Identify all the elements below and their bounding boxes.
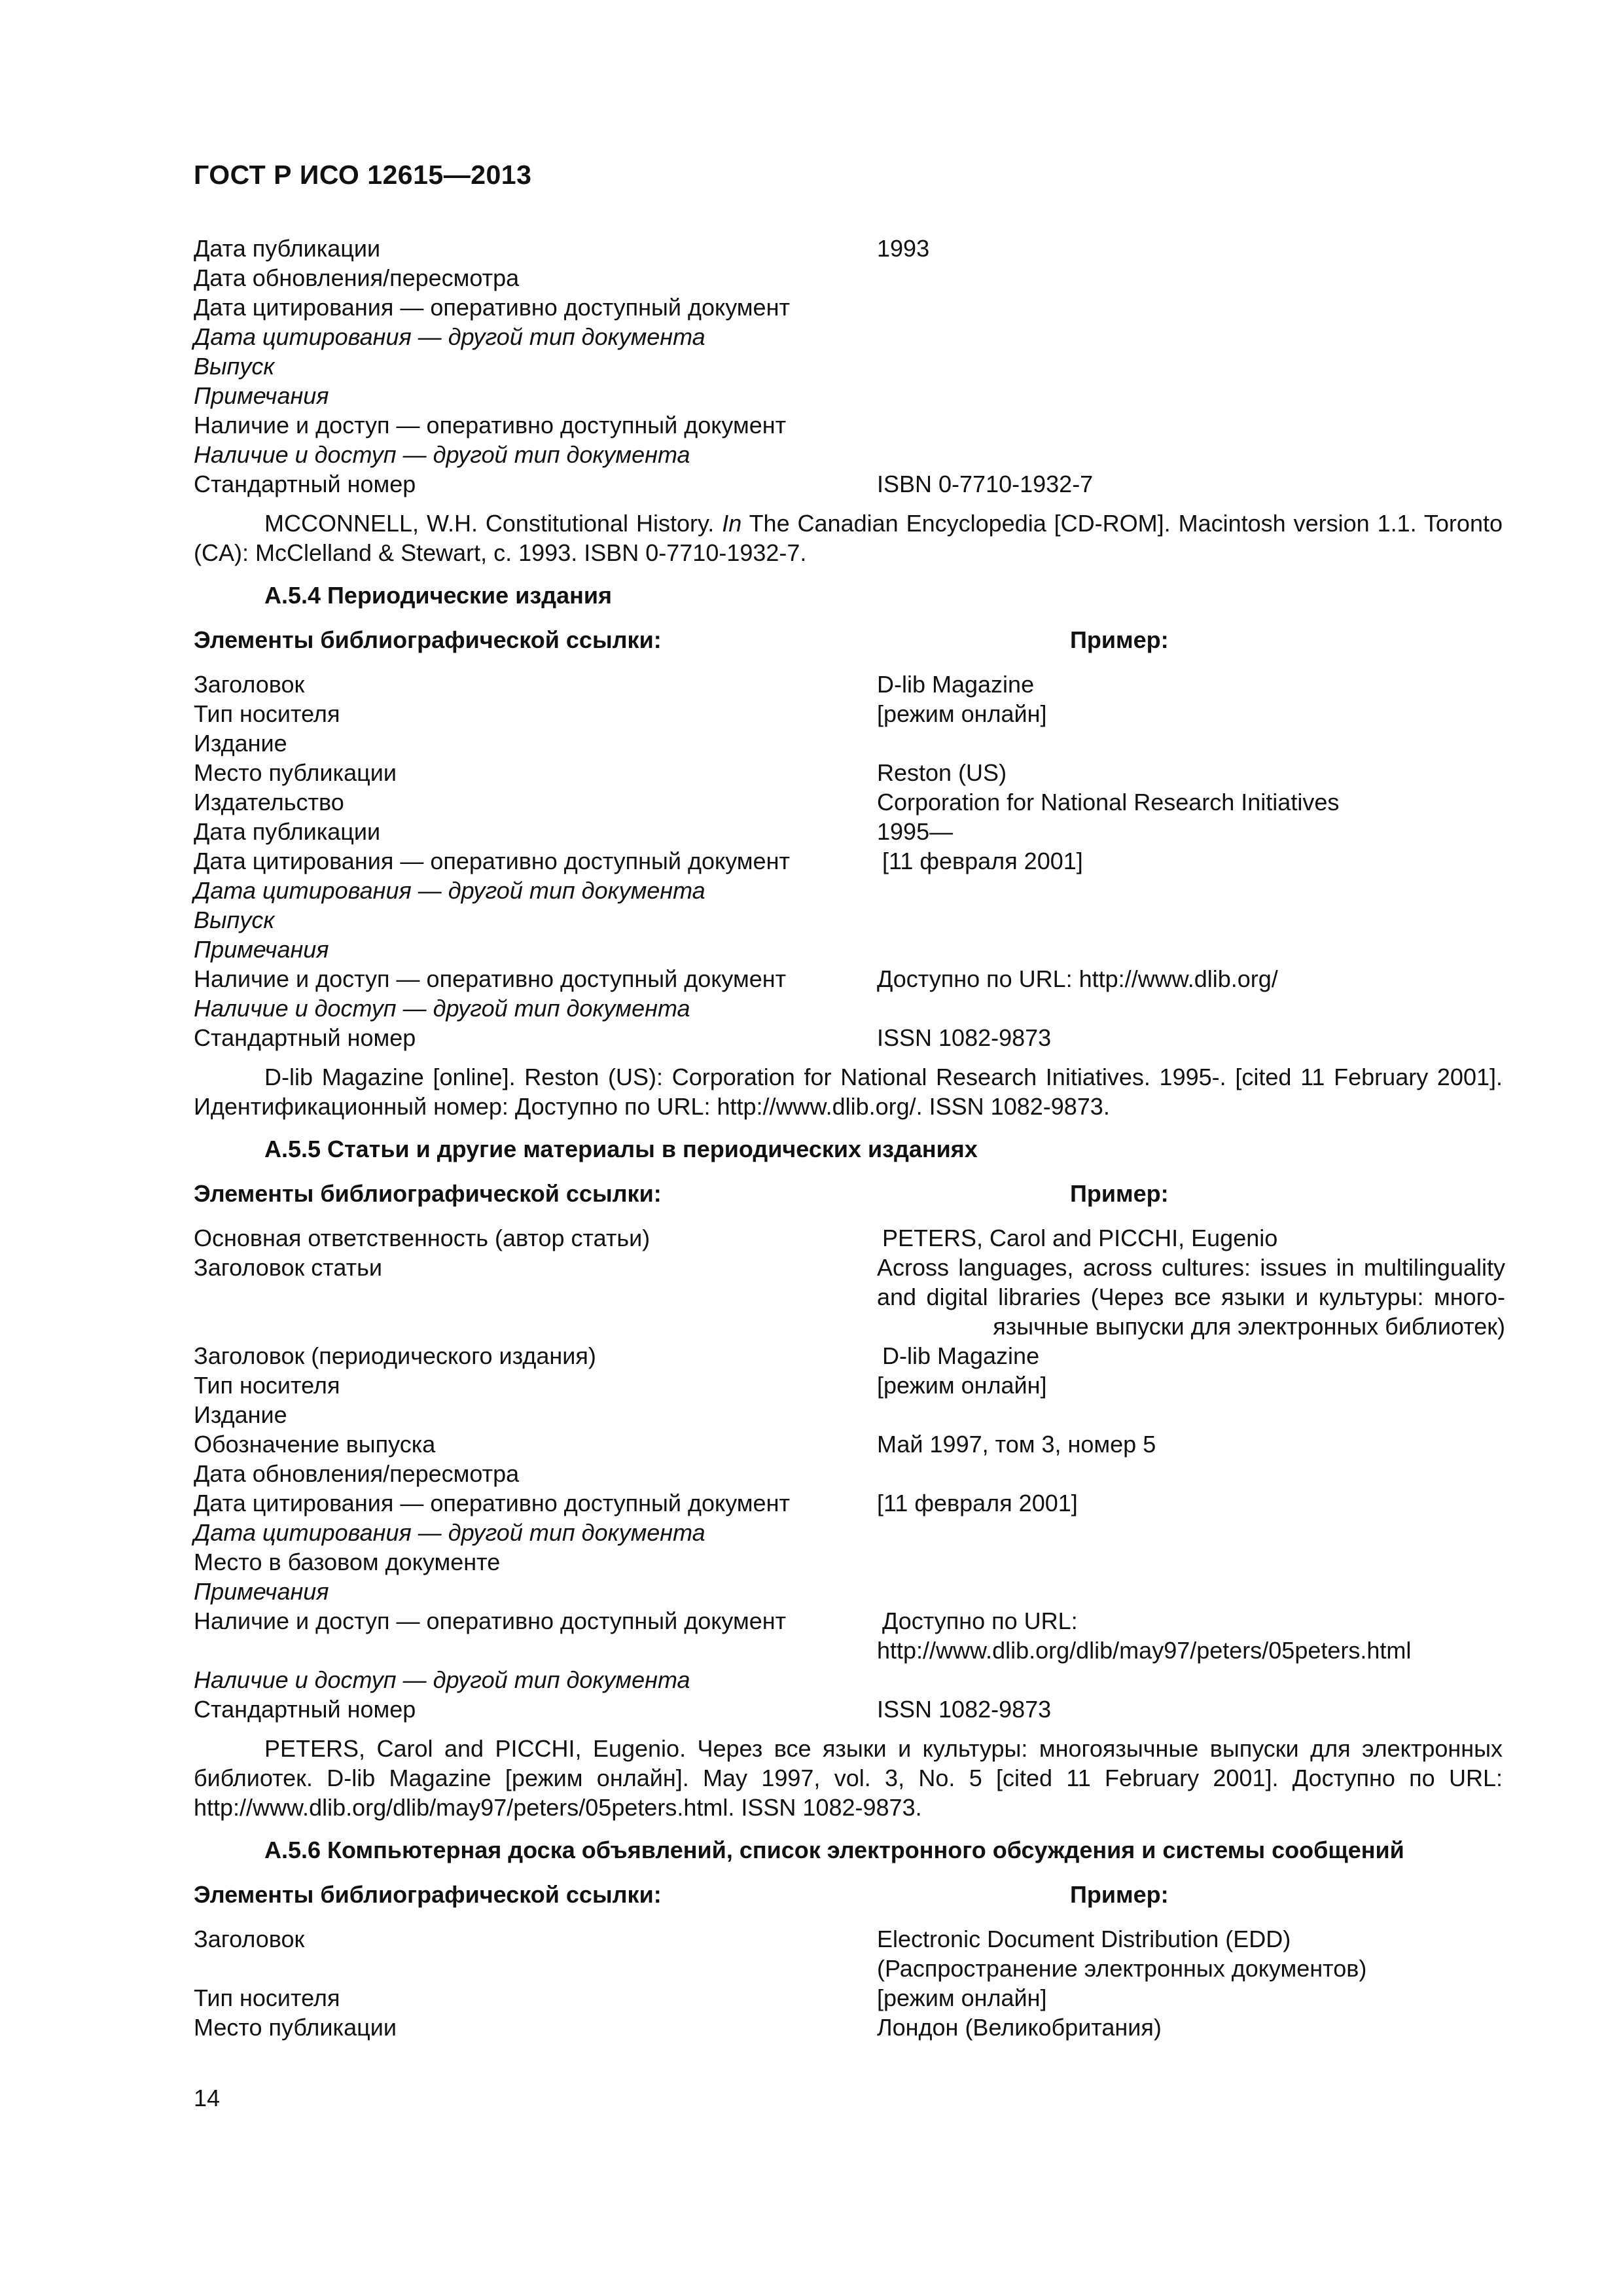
section-heading: А.5.6 Компьютерная доска объявлений, список электронного обсуждения и системы сообщений [264, 1837, 1404, 1863]
field-label: Дата публикации [194, 818, 381, 845]
field-value: Лондон (Великобритания) [877, 2014, 1162, 2041]
field-label: Выпуск [194, 353, 275, 380]
citation-example: D-lib Magazine [online]. Reston (US): Corporation for National Research Initiatives. 1995-. [cited 11 February 2001]. Идентификационный номер: Доступно по URL: http://www.dlib.org/. ISSN 1082-9873. [194, 1064, 1503, 1120]
section-heading: А.5.4 Периодические издания [264, 582, 612, 609]
field-value: Electronic Document Distribution (EDD) [877, 1926, 1291, 1952]
column-header-elements: Элементы библиографической ссылки: [194, 626, 662, 653]
field-label: Стандартный номер [194, 1696, 416, 1723]
field-label: Издательство [194, 789, 344, 816]
column-header-example: Пример: [1070, 1881, 1169, 1908]
field-value: (Распространение электронных документов) [877, 1955, 1367, 1982]
field-label: Дата обновления/пересмотра [194, 264, 520, 291]
column-header-example: Пример: [1070, 626, 1169, 653]
field-label: Обозначение выпуска [194, 1431, 436, 1458]
field-label: Дата цитирования — оперативно доступный документ [194, 1490, 790, 1516]
field-label: Место публикации [194, 2014, 397, 2041]
field-label: Дата цитирования — другой тип документа [194, 877, 705, 904]
column-header-example: Пример: [1070, 1180, 1169, 1207]
field-value: Reston (US) [877, 759, 1007, 786]
field-label: Примечания [194, 382, 329, 409]
column-header-elements: Элементы библиографической ссылки: [194, 1180, 662, 1207]
field-value: ISBN 0-7710-1932-7 [877, 471, 1094, 497]
field-label: Примечания [194, 936, 329, 963]
field-label: Дата обновления/пересмотра [194, 1460, 520, 1487]
field-label: Заголовок (периодического издания) [194, 1342, 596, 1369]
field-value: [11 февраля 2001] [877, 1490, 1078, 1516]
section-heading: А.5.5 Статьи и другие материалы в периодических изданиях [264, 1136, 978, 1162]
field-value: D-lib Magazine [882, 1342, 1040, 1369]
field-label: Тип носителя [194, 1372, 340, 1399]
field-label: Тип носителя [194, 700, 340, 727]
document-header-title: ГОСТ Р ИСО 12615—2013 [194, 160, 532, 190]
field-value: http://www.dlib.org/dlib/may97/peters/05peters.html [877, 1637, 1412, 1664]
field-label: Наличие и доступ — оперативно доступный документ [194, 1607, 787, 1634]
field-value-multiline: Across languages, across cultures: issues in multilinguality and digital libraries (Через все языки и культуры: много-язычные выпуски для электронных библиотек) [877, 1254, 1505, 1340]
field-label: Примечания [194, 1578, 329, 1605]
field-label: Место в базовом документе [194, 1549, 501, 1575]
field-label: Основная ответственность (автор статьи) [194, 1225, 651, 1251]
field-value: [режим онлайн] [877, 1984, 1047, 2011]
field-value: [11 февраля 2001] [882, 848, 1083, 874]
field-label: Место публикации [194, 759, 397, 786]
field-label: Заголовок [194, 1926, 305, 1952]
field-value: 1993 [877, 235, 930, 262]
field-label: Заголовок [194, 671, 305, 698]
field-value: PETERS, Carol and PICCHI, Eugenio [882, 1225, 1278, 1251]
field-label: Издание [194, 1401, 287, 1428]
field-label: Наличие и доступ — другой тип документа [194, 1666, 690, 1693]
field-label: Дата публикации [194, 235, 381, 262]
field-label: Наличие и доступ — другой тип документа [194, 995, 690, 1022]
field-label: Заголовок статьи [194, 1254, 382, 1281]
citation-example: PETERS, Carol and PICCHI, Eugenio. Через все языки и культуры: многоязычные выпуски для электронных библиотек. D-lib Magazine [режим онлайн]. May 1997, vol. 3, No. 5 [cited 11 February 2001]. Доступно по URL: http://www.dlib.org/dlib/may97/peters/05peters.html. ISSN 1082-9873. [194, 1735, 1503, 1821]
field-value: Май 1997, том 3, номер 5 [877, 1431, 1156, 1458]
field-label: Наличие и доступ — оперативно доступный документ [194, 412, 787, 439]
column-header-elements: Элементы библиографической ссылки: [194, 1881, 662, 1908]
field-label: Дата цитирования — другой тип документа [194, 1519, 705, 1546]
field-label: Наличие и доступ — оперативно доступный документ [194, 965, 787, 992]
field-value: ISSN 1082-9873 [877, 1696, 1052, 1723]
field-label: Выпуск [194, 906, 275, 933]
field-value: [режим онлайн] [877, 1372, 1047, 1399]
field-label: Дата цитирования — оперативно доступный документ [194, 848, 790, 874]
page-number: 14 [194, 2085, 221, 2111]
field-value: Доступно по URL: [882, 1607, 1078, 1634]
field-value: ISSN 1082-9873 [877, 1024, 1052, 1051]
field-label: Издание [194, 730, 287, 757]
field-label: Стандартный номер [194, 471, 416, 497]
field-value: Доступно по URL: http://www.dlib.org/ [877, 965, 1278, 992]
field-value: Corporation for National Research Initiatives [877, 789, 1340, 816]
field-value: 1995— [877, 818, 954, 845]
field-value: D-lib Magazine [877, 671, 1035, 698]
citation-example: MCCONNELL, W.H. Constitutional History. In The Canadian Encyclopedia [CD-ROM]. Macintosh version 1.1. Toronto (CA): McClelland & Stewart, c. 1993. ISBN 0-7710-1932-7. [194, 510, 1503, 566]
field-label: Стандартный номер [194, 1024, 416, 1051]
field-value: [режим онлайн] [877, 700, 1047, 727]
field-label: Дата цитирования — другой тип документа [194, 323, 705, 350]
field-label: Дата цитирования — оперативно доступный документ [194, 294, 790, 321]
field-label: Тип носителя [194, 1984, 340, 2011]
field-label: Наличие и доступ — другой тип документа [194, 441, 690, 468]
